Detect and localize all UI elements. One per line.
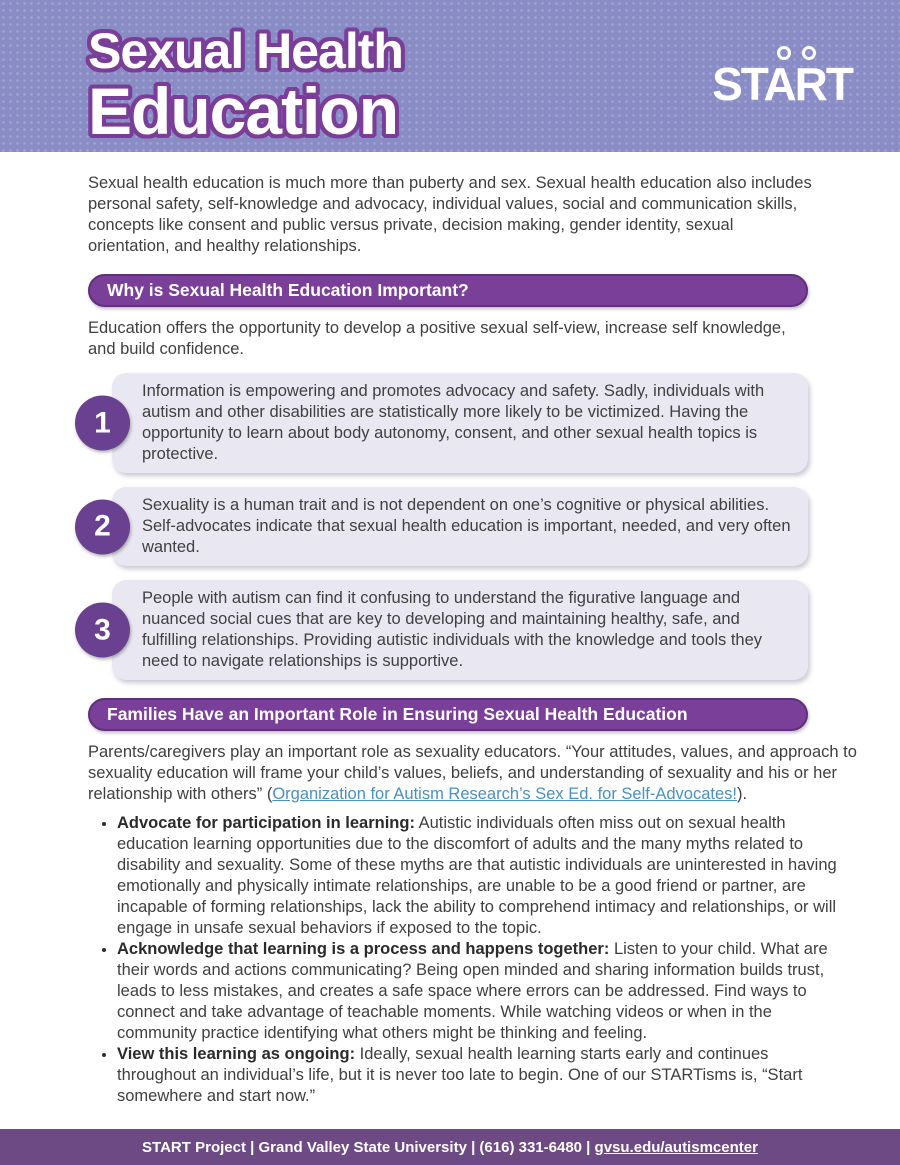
page-title-line2: Education (88, 74, 399, 148)
number-badge-3: 3 (75, 603, 130, 658)
number-badge-1: 1 (75, 396, 130, 451)
page-header-banner (0, 0, 900, 152)
numbered-item-1-text: Information is empowering and promotes advocacy and safety. Sadly, individuals with autism and other disabilities are statistically more likely to be victimized. Having the opportunity to learn about body autonomy, consent, and other sexual health topics is protective. (112, 373, 808, 473)
families-paragraph-closing: ). (737, 785, 748, 803)
numbered-item-1 (94, 373, 808, 473)
advice-bullet-list (88, 813, 848, 1107)
families-paragraph (88, 742, 860, 805)
start-logo-wordmark: START (712, 58, 852, 110)
bullet-advocate (117, 813, 848, 939)
intro-paragraph: Sexual health education is much more than puberty and sex. Sexual health education also includes personal safety, self-knowledge and advocacy, individual values, social and communication skills, concepts like consent and public versus private, decision making, gender identity, sexual orientation, and healthy relationships. (88, 174, 812, 255)
start-logo-figures-icon (726, 46, 866, 60)
document-body (0, 152, 900, 1107)
bullet-acknowledge-text: Listen to your child. What are their words and actions communicating? Being open minded and sharing information builds trust, leads to less mistakes, and creates a safe space where errors can be addressed. Find ways to connect and take advantage of teachable moments. While watching videos or when in the community practice identifying what others might be thinking and feeling. (117, 940, 828, 1042)
bullet-advocate-lead: Advocate for participation in learning: (117, 814, 415, 832)
numbered-item-3 (94, 580, 808, 680)
person-head-icon (777, 46, 791, 60)
number-badge-2: 2 (75, 499, 130, 554)
numbered-item-3-text: People with autism can find it confusing to understand the figurative language and nuanced social cues that are key to developing and maintaining healthy, safe, and fulfilling relationships. Providing autistic individuals with the knowledge and tools they need to navigate relationships is supportive. (112, 580, 808, 680)
bullet-acknowledge (117, 939, 848, 1044)
oar-sex-ed-link[interactable]: Organization for Autism Research’s Sex Ed. for Self-Advocates! (272, 785, 737, 803)
section-heading-why-important: Why is Sexual Health Education Important? (88, 274, 808, 307)
page-title-line1: Sexual Health (88, 23, 403, 79)
bullet-acknowledge-lead: Acknowledge that learning is a process and happens together: (117, 940, 610, 958)
section1-lead-paragraph: Education offers the opportunity to develop a positive sexual self-view, increase self knowledge, and build confidence. (88, 319, 786, 358)
families-paragraph-text: Parents/caregivers play an important role as sexuality educators. “Your attitudes, values, and approach to sexuality education will frame your child’s values, beliefs, and understanding of sexuality and his or her relationship with others” ( (88, 743, 857, 803)
autism-center-link[interactable]: gvsu.edu/autismcenter (594, 1138, 758, 1156)
start-logo (712, 46, 852, 110)
bullet-ongoing-text: Ideally, sexual health learning starts early and continues throughout an individual’s life, but it is never too late to begin. One of our STARTisms is, “Start somewhere and start now.” (117, 1045, 803, 1105)
person-head-icon (802, 46, 816, 60)
footer-text: START Project | Grand Valley State University | (616) 331-6480 | (142, 1138, 595, 1156)
bullet-ongoing (117, 1044, 848, 1107)
page-title (88, 23, 403, 148)
numbered-item-2-text: Sexuality is a human trait and is not dependent on one’s cognitive or physical abilities. Self-advocates indicate that sexual health education is important, needed, and very often wanted. (112, 487, 808, 566)
numbered-item-2 (94, 487, 808, 566)
bullet-ongoing-lead: View this learning as ongoing: (117, 1045, 356, 1063)
section-heading-families-role: Families Have an Important Role in Ensuring Sexual Health Education (88, 698, 808, 731)
footer-bar (0, 1129, 900, 1165)
bullet-advocate-text: Autistic individuals often miss out on sexual health education learning opportunities due to the discomfort of adults and the many myths related to disability and sexuality. Some of these myths are that autistic individuals are uninterested in having emotionally and physically intimate relationships, are unable to be a good friend or partner, are incapable of forming relationships, lack the ability to comprehend intimacy and relationships, or will engage in unsafe sexual behaviors if exposed to the topic. (117, 814, 837, 937)
